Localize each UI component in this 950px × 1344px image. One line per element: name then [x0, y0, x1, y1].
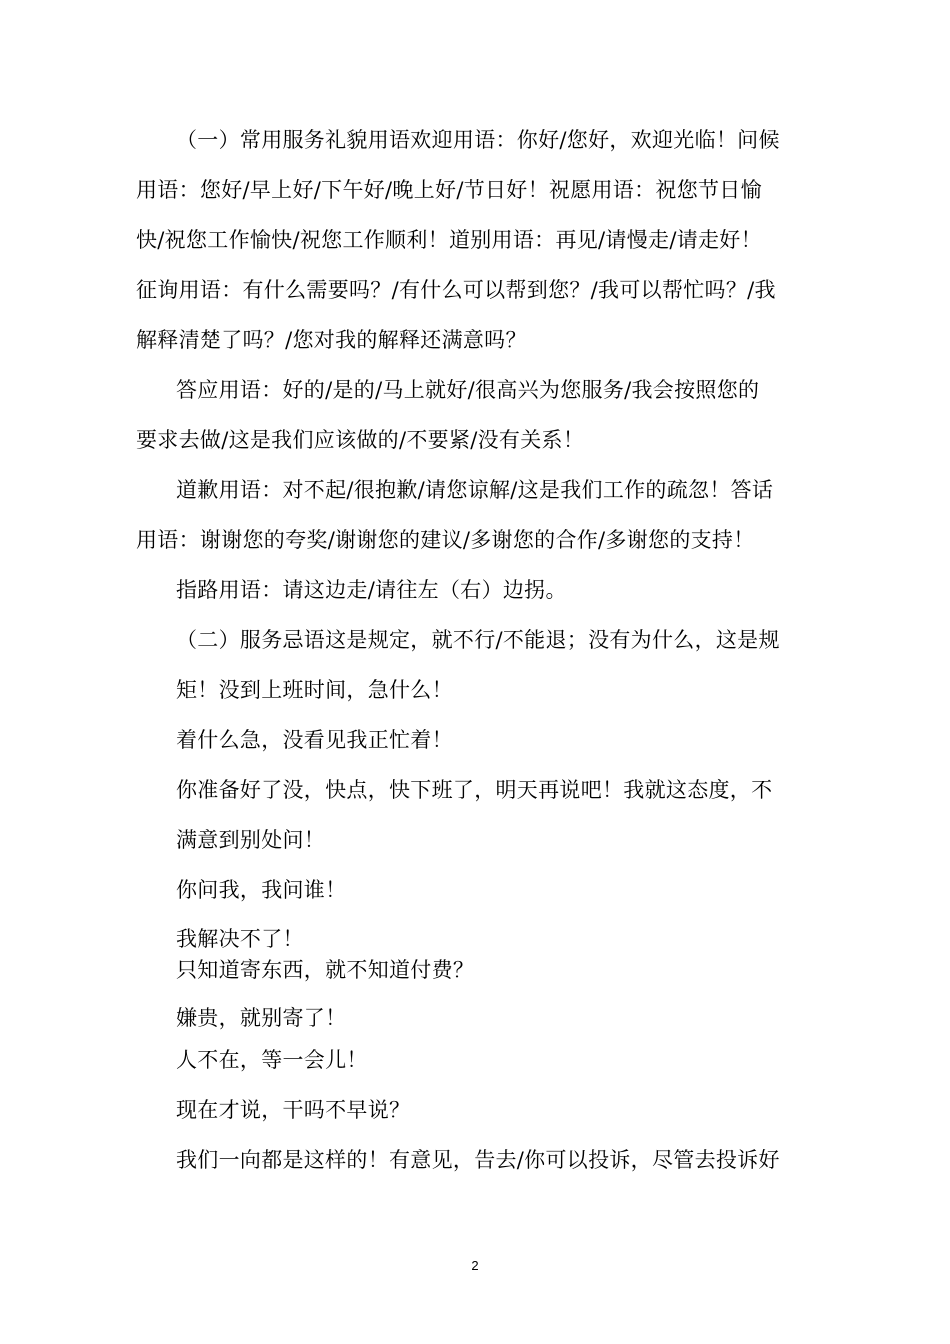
text-line: 快/祝您工作愉快/祝您工作顺利！道别用语：再见/请慢走/请走好！ — [136, 228, 762, 252]
text-line: （一）常用服务礼貌用语欢迎用语：你好/您好，欢迎光临！问候 — [176, 128, 780, 152]
text-line: 要求去做/这是我们应该做的/不要紧/没有关系！ — [136, 428, 585, 452]
text-line: 着什么急，没看见我正忙着！ — [176, 728, 453, 752]
text-line: 解释清楚了吗？/您对我的解释还满意吗？ — [136, 328, 527, 352]
text-line: 矩！没到上班时间，急什么！ — [176, 678, 453, 702]
text-line: 征询用语：有什么需要吗？/有什么可以帮到您？/我可以帮忙吗？/我 — [136, 278, 776, 302]
page-number: 2 — [471, 1258, 479, 1273]
text-line: （二）服务忌语这是规定，就不行/不能退；没有为什么，这是规 — [176, 628, 780, 652]
text-line: 答应用语：好的/是的/马上就好/很高兴为您服务/我会按照您的 — [176, 378, 760, 402]
text-line: 指路用语：请这边走/请往左（右）边拐。 — [176, 578, 567, 602]
text-line: 道歉用语：对不起/很抱歉/请您谅解/这是我们工作的疏忽！答话 — [176, 478, 774, 502]
text-line: 你准备好了没，快点，快下班了，明天再说吧！我就这态度，不 — [176, 778, 773, 802]
text-line: 嫌贵，就别寄了！ — [176, 1006, 347, 1030]
text-line: 我解决不了！ — [176, 927, 304, 951]
text-line: 你问我，我问谁！ — [176, 878, 347, 902]
text-line: 只知道寄东西，就不知道付费？ — [176, 958, 475, 982]
text-line: 人不在，等一会儿！ — [176, 1048, 368, 1072]
text-line: 现在才说，干吗不早说？ — [176, 1098, 411, 1122]
text-line: 满意到别处问！ — [176, 828, 326, 852]
text-line: 我们一向都是这样的！有意见，告去/你可以投诉，尽管去投诉好 — [176, 1148, 780, 1172]
text-line: 用语：谢谢您的夸奖/谢谢您的建议/多谢您的合作/多谢您的支持！ — [136, 528, 755, 552]
text-line: 用语：您好/早上好/下午好/晚上好/节日好！祝愿用语：祝您节日愉 — [136, 178, 762, 202]
